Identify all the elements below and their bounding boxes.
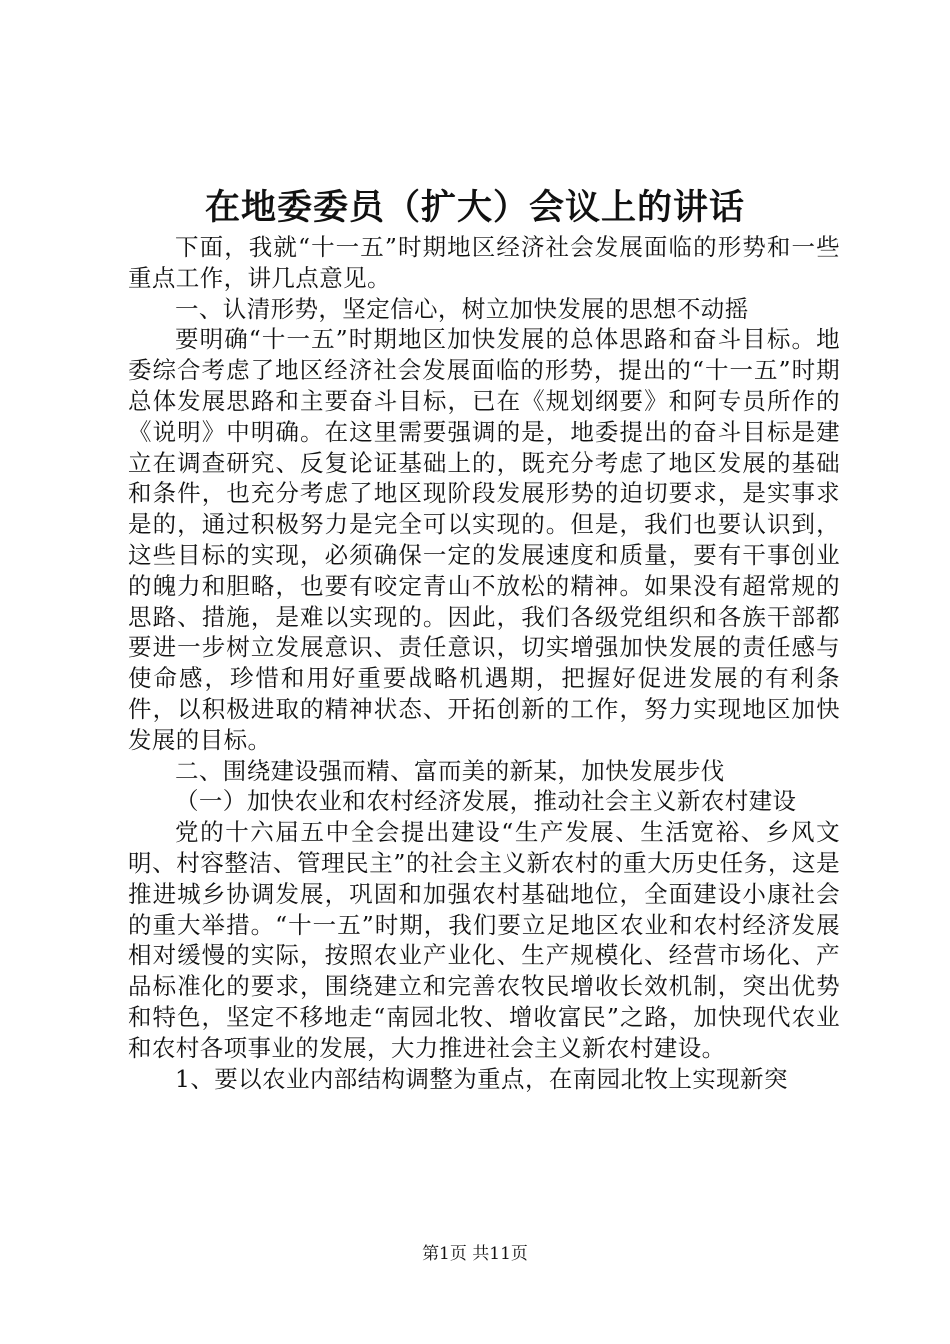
paragraph-goals: 要明确“十一五”时期地区加快发展的总体思路和奋斗目标。地委综合考虑了地区经济社会发展面临的形势，提出的“十一五”时期总体发展思路和主要奋斗目标，已在《规划纲要》和阿专员所作的《说明》中明确。在这里需要强调的是，地委提出的奋斗目标是建立在调查研究、反复论证基础上的，既充分考虑了地区发展的基础和条件，也充分考虑了地区现阶段发展形势的迫切要求，是实事求是的，通过积极努力是完全可以实现的。但是，我们也要认识到，这些目标的实现，必须确保一定的发展速度和质量，要有干事创业的魄力和胆略，也要有咬定青山不放松的精神。如果没有超常规的思路、措施，是难以实现的。因此，我们各级党组织和各族干部都要进一步树立发展意识、责任意识，切实增强加快发展的责任感与使命感，珍惜和用好重要战略机遇期，把握好促进发展的有利条件，以积极进取的精神状态、开拓创新的工作，努力实现地区加快发展的目标。	[128, 325, 840, 754]
paragraph-new-countryside: 党的十六届五中全会提出建设“生产发展、生活宽裕、乡风文明、村容整洁、管理民主”的社会主义新农村的重大历史任务，这是推进城乡协调发展，巩固和加强农村基础地位，全面建设小康社会的重大举措。“十一五”时期，我们要立足地区农业和农村经济发展相对缓慢的实际，按照农业产业化、生产规模化、经营市场化、产品标准化的要求，围绕建立和完善农牧民增收长效机制，突出优势和特色，坚定不移地走“南园北牧、增收富民”之路，加快现代农业和农村各项事业的发展，大力推进社会主义新农村建设。	[128, 818, 840, 1062]
subsection-heading-1: （一）加快农业和农村经济发展，推动社会主义新农村建设	[175, 787, 797, 816]
list-item-1: 1、要以农业内部结构调整为重点，在南园北牧上实现新突	[175, 1064, 788, 1093]
paragraph-intro: 下面，我就“十一五”时期地区经济社会发展面临的形势和一些重点工作，讲几点意见。	[128, 233, 840, 292]
section-heading-2: 二、围绕建设强而精、富而美的新某，加快发展步伐	[175, 756, 725, 785]
page-footer: 第1页 共11页	[422, 1244, 528, 1264]
section-heading-1: 一、认清形势，坚定信心，树立加快发展的思想不动摇	[175, 294, 749, 323]
document-body	[128, 232, 840, 1094]
document-title: 在地委委员（扩大）会议上的讲话	[204, 187, 745, 228]
